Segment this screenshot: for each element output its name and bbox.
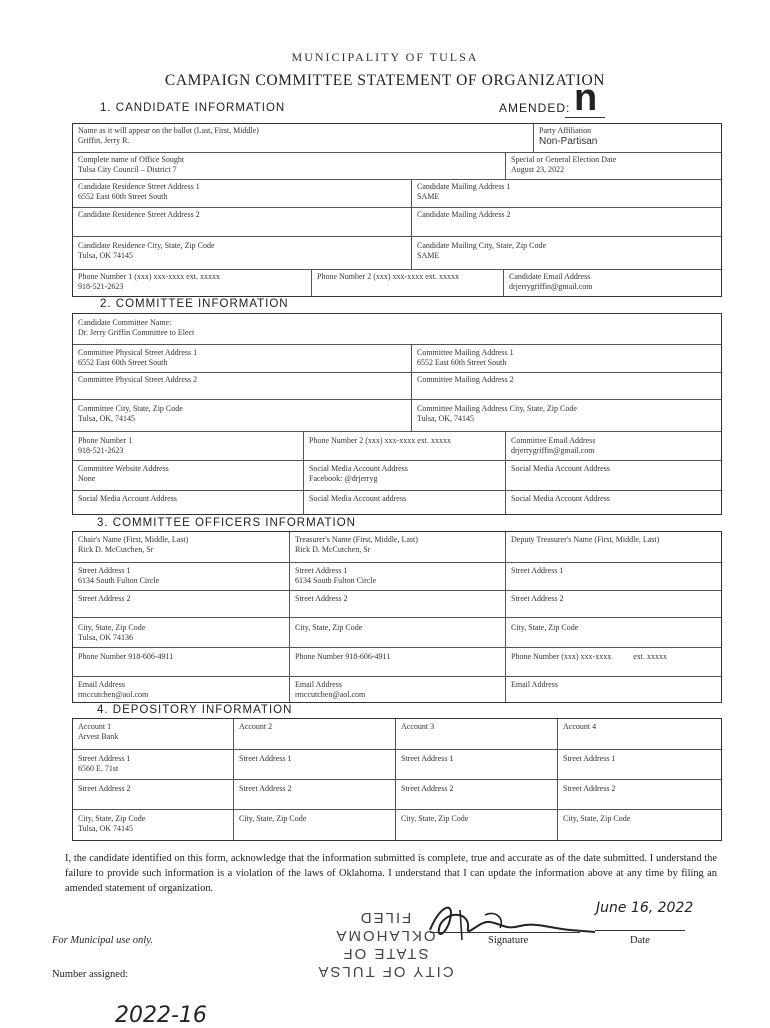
election-date-label: Special or General Election Date [511,155,617,164]
stamp-line3: FILED [358,909,412,926]
committee-name-label: Candidate Committee Name: [78,318,172,327]
acc4-street1-label: Street Address 1 [563,754,616,763]
depository-table [72,718,722,841]
acc3-city-label: City, State, Zip Code [401,814,469,823]
acknowledgement-text: I, the candidate identified on this form, acknowledge that the information submitted is complete, true and accurate as of the date submitted. I understand the failure to provide such information is a violation of the laws of Oklahoma. I understand that I can update the information above at any time by filing an amended statement of organization. [65,853,717,894]
section-4-title: 4. DEPOSITORY INFORMATION [97,704,293,716]
account4-label: Account 4 [563,722,597,731]
phone1-label: Phone Number 1 (xxx) xxx-xxxx ext. xxxxx [78,272,220,281]
account1-value: Arvest Bank [78,732,119,741]
social4-label: Social Media Account address [309,494,407,503]
phone2-label: Phone Number 2 (xxx) xxx-xxxx ext. xxxxx [317,272,459,281]
deputy-name-label: Deputy Treasurer's Name (First, Middle, Last) [511,535,660,544]
section-2-title: 2. COMMITTEE INFORMATION [100,298,289,310]
acc1-street1-value: 6560 E. 71st [78,764,119,773]
deputy-email-label: Email Address [511,680,558,689]
chair-email-label: Email Address [78,680,125,689]
election-date-value: August 23, 2022 [511,165,565,174]
social2-label: Social Media Account Address [511,464,610,473]
stamp-line2: STATE OF OKLAHOMA [334,927,436,962]
acc4-city-label: City, State, Zip Code [563,814,631,823]
committee-phone1-label: Phone Number 1 [78,436,133,445]
chair-name-value: Rick D. McCutchen, Sr [78,545,154,554]
phone1-value: 918-521-2623 [78,282,124,291]
date-line [595,930,685,931]
mail-city-label: Candidate Mailing City, State, Zip Code [417,241,547,250]
mail-address1-value: SAME [417,192,440,201]
committee-name-value: Dr. Jerry Griffin Committee to Elect [78,328,195,337]
deputy-street1-label: Street Address 1 [511,566,564,575]
chair-city-label: City, State, Zip Code [78,623,146,632]
date-value: June 16, 2022 [596,900,694,916]
account2-label: Account 2 [239,722,273,731]
chair-street1-value: 6134 South Fulton Circle [78,576,160,585]
committee-city-label: Committee City, State, Zip Code [78,404,183,413]
res-address2-label: Candidate Residence Street Address 2 [78,210,200,219]
social1-label: Social Media Account Address [309,464,408,473]
acc2-city-label: City, State, Zip Code [239,814,307,823]
website-label: Committee Website Address [78,464,169,473]
partial-heading: MUNICIPALITY OF TULSA [291,50,479,64]
res-city-label: Candidate Residence City, State, Zip Code [78,241,215,250]
treasurer-street1-label: Street Address 1 [295,566,348,575]
acc3-street2-label: Street Address 2 [401,784,454,793]
acc4-street2-label: Street Address 2 [563,784,616,793]
form-title: CAMPAIGN COMMITTEE STATEMENT OF ORGANIZATION [164,72,606,89]
treasurer-email-label: Email Address [295,680,342,689]
chair-street2-label: Street Address 2 [78,594,131,603]
deputy-ext: ext. xxxxx [633,652,667,661]
name-label: Name as it will appear on the ballot (Last, First, Middle) [78,126,259,135]
res-address1-value: 6552 East 60th Street South [78,192,168,201]
email-value: drjerrygriffin@gmail.com [509,282,593,291]
res-address1-label: Candidate Residence Street Address 1 [78,182,200,191]
acc2-street2-label: Street Address 2 [239,784,292,793]
municipal-use-label: For Municipal use only. [52,935,153,946]
account3-label: Account 3 [401,722,435,731]
treasurer-street2-label: Street Address 2 [295,594,348,603]
chair-city-value: Tulsa, OK 74136 [78,633,134,642]
amended-label: AMENDED: [499,101,571,115]
acc1-street2-label: Street Address 2 [78,784,131,793]
chair-phone: Phone Number 918-606-4911 [78,652,174,661]
committee-mailcity-label: Committee Mailing Address City, State, Zip Code [417,404,577,413]
deputy-city-label: City, State, Zip Code [511,623,579,632]
committee-mail2-label: Committee Mailing Address 2 [417,375,514,384]
acc1-street1-label: Street Address 1 [78,754,131,763]
account1-label: Account 1 [78,722,112,731]
email-label: Candidate Email Address [509,272,591,281]
deputy-phone: Phone Number (xxx) xxx-xxxx [511,652,612,661]
acc1-city-label: City, State, Zip Code [78,814,146,823]
acc3-street1-label: Street Address 1 [401,754,454,763]
treasurer-name-label: Treasurer's Name (First, Middle, Last) [295,535,418,544]
committee-mail1-value: 6552 East 60th Street South [417,358,507,367]
deputy-street2-label: Street Address 2 [511,594,564,603]
chair-street1-label: Street Address 1 [78,566,131,575]
mail-address1-label: Candidate Mailing Address 1 [417,182,511,191]
committee-city-value: Tulsa, OK, 74145 [78,414,136,423]
website-value: None [78,474,96,483]
committee-info-table [72,313,722,515]
treasurer-street1-value: 6134 South Fulton Circle [295,576,377,585]
stamp-line1: CITY OF TULSA [316,963,454,980]
social5-label: Social Media Account Address [511,494,610,503]
signature-label: Signature [488,935,529,946]
committee-email-label: Committee Email Address [511,436,596,445]
phys-address2-label: Committee Physical Street Address 2 [78,375,198,384]
committee-phone2-label: Phone Number 2 (xxx) xxx-xxxx ext. xxxxx [309,436,451,445]
amended-value: n [574,77,598,119]
mail-address2-label: Candidate Mailing Address 2 [417,210,511,219]
treasurer-phone: Phone Number 918-606-4911 [295,652,391,661]
social3-label: Social Media Account Address [78,494,177,503]
office-label: Complete name of Office Sought [78,155,185,164]
phys-address1-label: Committee Physical Street Address 1 [78,348,198,357]
number-assigned-label: Number assigned: [52,969,129,980]
committee-mailcity-value: Tulsa, OK, 74145 [417,414,475,423]
office-value: Tulsa City Council – District 7 [78,165,177,174]
committee-mail1-label: Committee Mailing Address 1 [417,348,514,357]
officers-table [72,531,722,703]
acc1-city-value: Tulsa, OK 74145 [78,824,134,833]
party-value: Non-Partisan [539,136,598,147]
number-assigned-value: 2022-16 [115,1003,207,1028]
res-city-value: Tulsa, OK 74145 [78,251,134,260]
phys-address1-value: 6552 East 60th Street South [78,358,168,367]
party-label: Party Affiliation [539,126,592,135]
section-1-title: 1. CANDIDATE INFORMATION [100,102,286,114]
signature-line [430,932,580,933]
section-3-title: 3. COMMITTEE OFFICERS INFORMATION [97,517,356,529]
mail-city-value: SAME [417,251,440,260]
treasurer-name-value: Rick D. McCutchen, Sr [295,545,371,554]
date-label: Date [630,935,650,946]
chair-name-label: Chair's Name (First, Middle, Last) [78,535,189,544]
amended-underline [565,117,605,118]
treasurer-city-label: City, State, Zip Code [295,623,363,632]
chair-email-value: rmccutchen@aol.com [78,690,149,699]
treasurer-email-value: rmccutchen@aol.com [295,690,366,699]
acc2-street1-label: Street Address 1 [239,754,292,763]
name-value: Griffin, Jerry R. [78,136,130,145]
social1-value: Facebook: @drjerryg [309,474,378,483]
committee-phone1-value: 918-521-2623 [78,446,124,455]
committee-email-value: drjerrygriffin@gmail.com [511,446,595,455]
candidate-info-table [72,123,722,297]
